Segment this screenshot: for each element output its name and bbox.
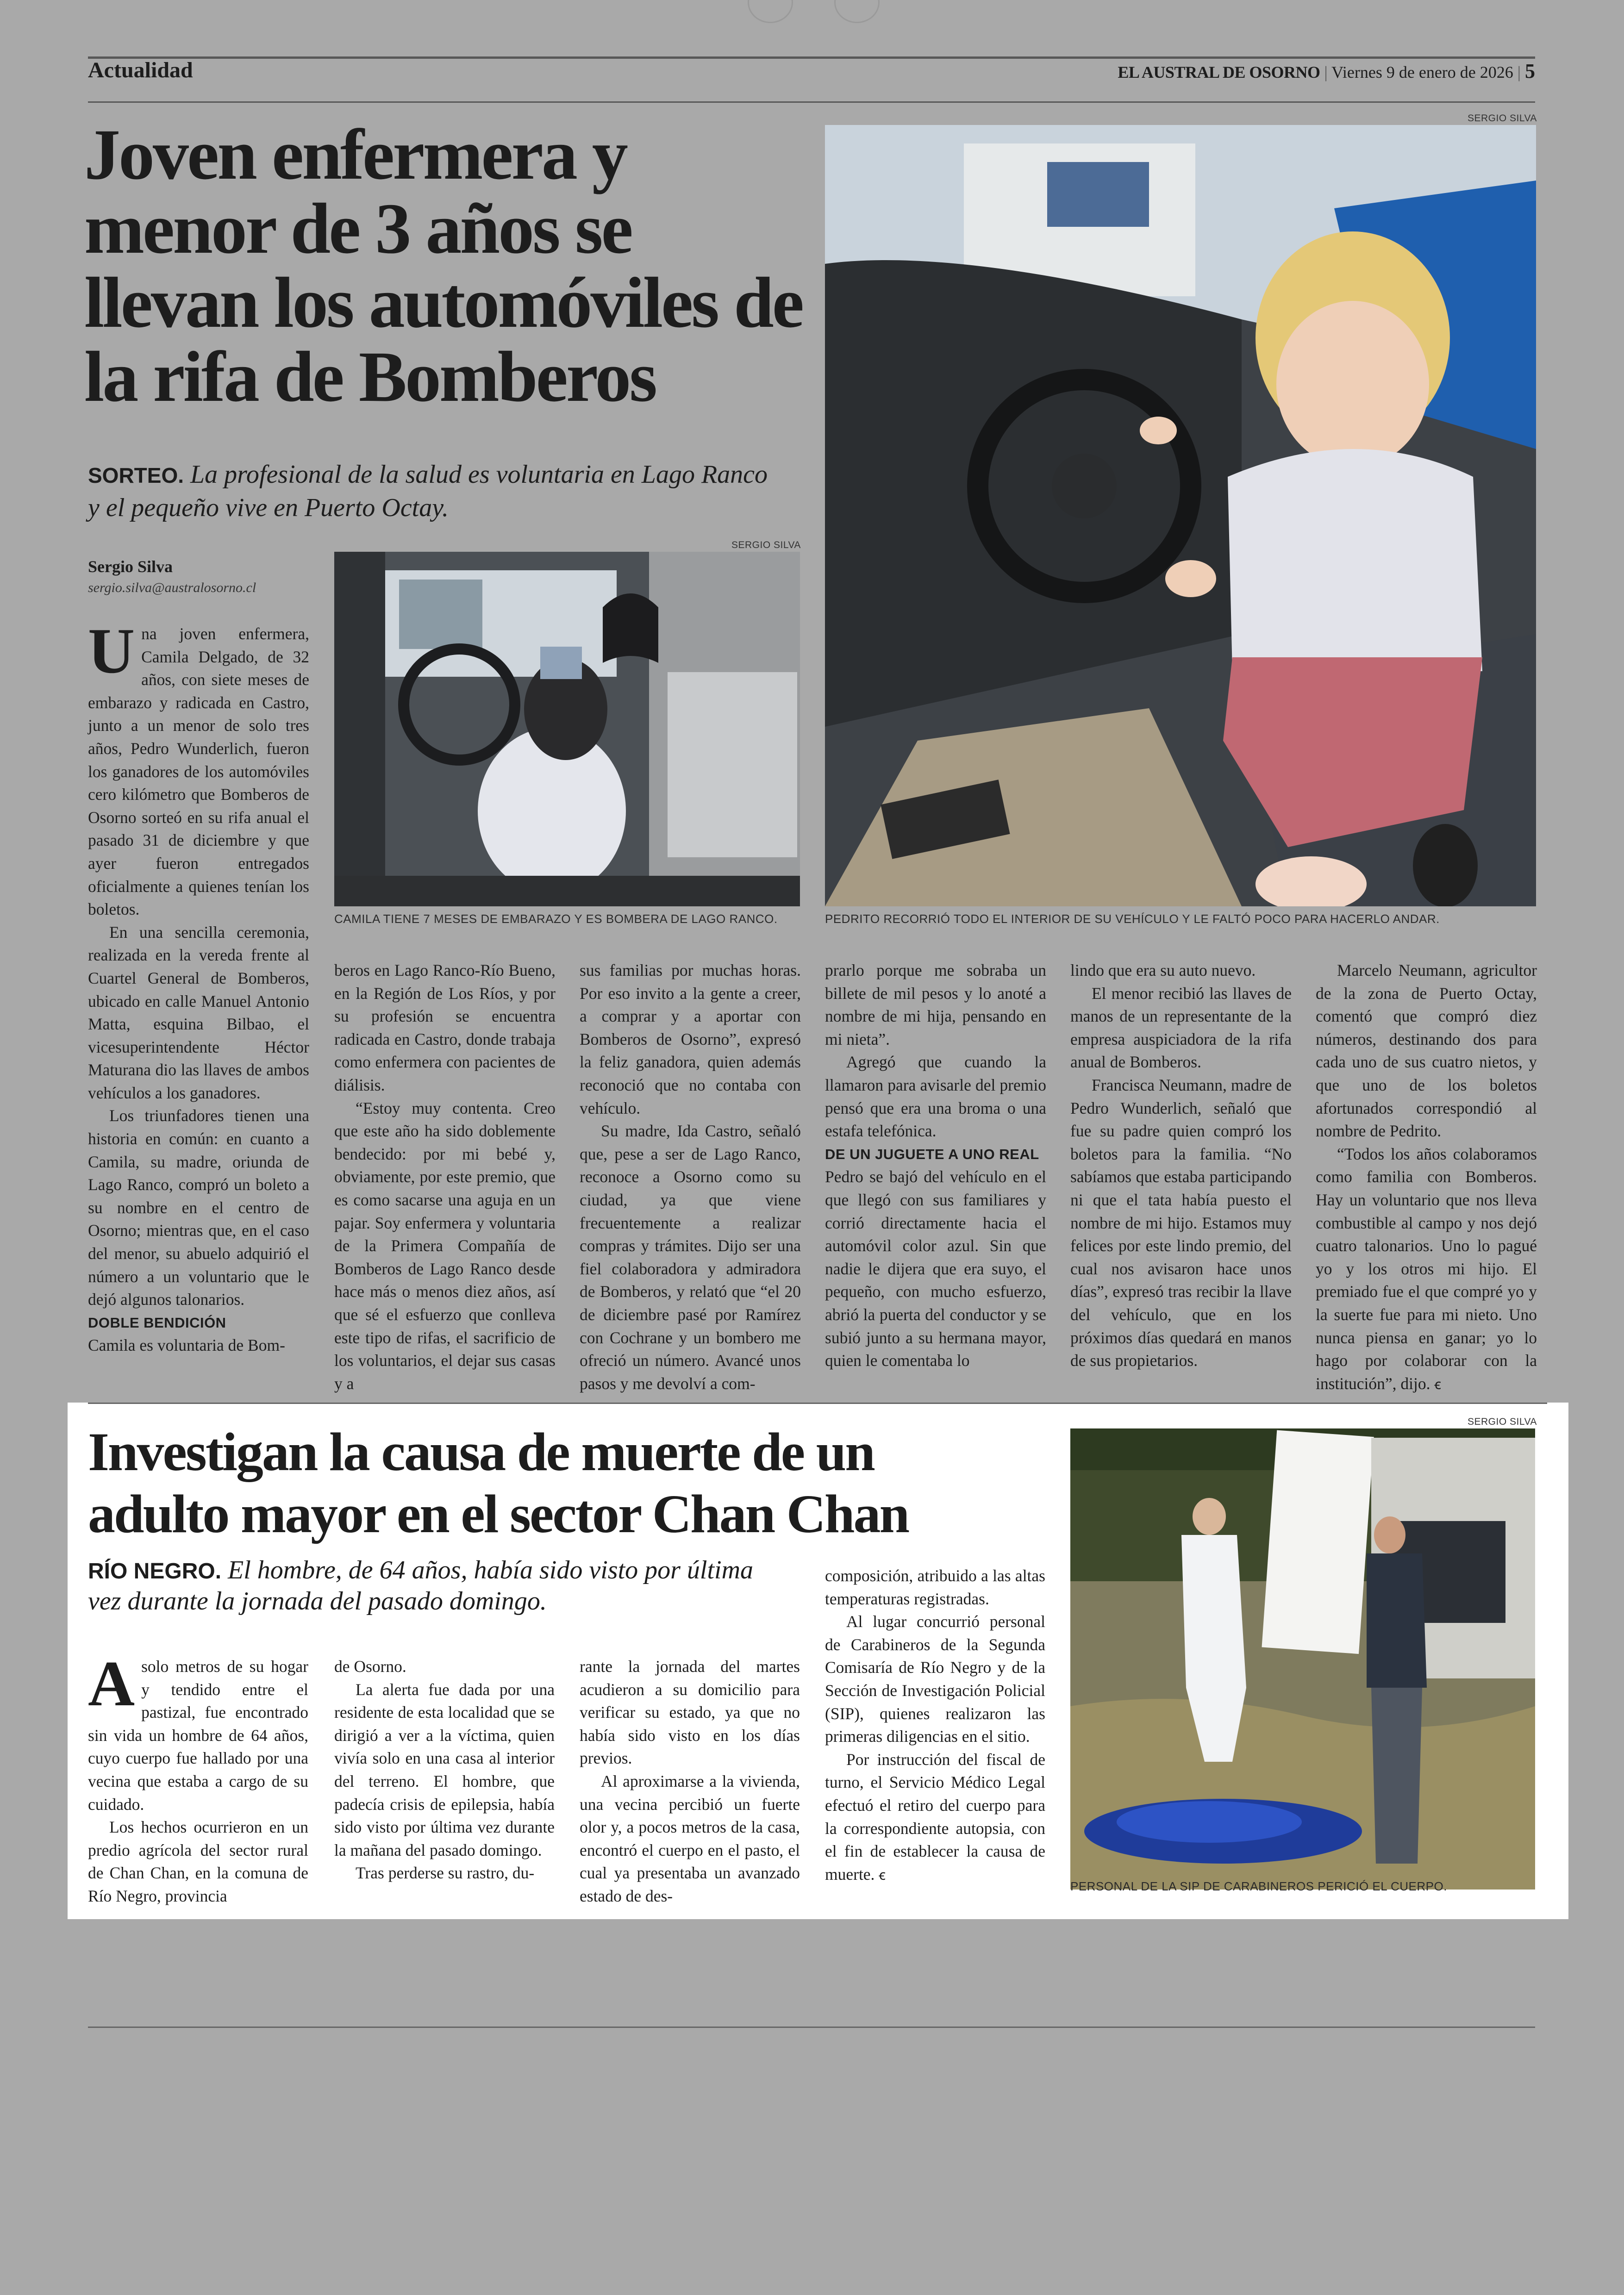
header-top-rule bbox=[88, 56, 1535, 59]
crime-scene-illustration bbox=[1070, 1428, 1535, 1890]
main-col3-p2: Su madre, Ida Castro, señaló que, pese a ser de Lago Ranco, reconoce a Osorno como su ciudad, ya que viene frecuentemente a realizar compras y trámites. Dijo ser una fiel colaboradora y admiradora de Bomberos, y relató que “el 20 de diciembre pasé por Ramírez con Cochrane y un bombero me ofreció un número. Avancé unos pasos y me devolví a com- bbox=[580, 1122, 801, 1393]
second-dropcap: A bbox=[88, 1648, 135, 1720]
header-bottom-rule bbox=[88, 101, 1535, 103]
main-column-4 bbox=[825, 959, 1046, 1372]
caption-crime-scene-photo: PERSONAL DE LA SIP DE CARABINEROS PERICIÓ EL CUERPO. bbox=[1070, 1879, 1447, 1893]
main-col4-p3: Pedro se bajó del vehículo en el que llegó con sus familiares y corrió directamente hacia el automóvil color azul. Sin que nadie le dijera que era suyo, el pequeño, con mucho esfuerzo, abrió la puerta del conductor y se subió junto a su hermana mayor, quien le comentaba lo bbox=[825, 1167, 1046, 1370]
second-col1-p2: Los hechos ocurrieron en un predio agrícola del sector rural de Chan Chan, en la comuna de Río Negro, provincia bbox=[88, 1818, 308, 1905]
second-col2-p3: Tras perderse su rastro, du- bbox=[356, 1864, 535, 1883]
second-kicker: RÍO NEGRO. bbox=[88, 1559, 222, 1584]
caption-nurse-photo: CAMILA TIENE 7 MESES DE EMBARAZO Y ES BOMBERA DE LAGO RANCO. bbox=[334, 912, 778, 926]
main-lead bbox=[88, 458, 773, 524]
main-col4-p1: prarlo porque me sobraba un billete de mil pesos y lo anoté a nombre de mi hija, pensando en mi nieta”. bbox=[825, 961, 1046, 1048]
main-col2-p2: “Estoy muy contenta. Creo que este año ha sido doblemente bendecido: por mi bebé y, obviamente, por este premio, que es como sacarse una aguja en un pajar. Soy enfermera y voluntaria de la Primera Compañía de Bomberos de Lago Ranco desde hace más o menos diez años, así que sé el esfuerzo que conlleva este tipo de rifas, el sacrificio de los voluntarios, el dejar sus casas y a bbox=[334, 1098, 556, 1393]
second-column-1 bbox=[88, 1648, 308, 1908]
main-dropcap: U bbox=[88, 615, 135, 687]
second-article-top-rule bbox=[88, 1403, 1547, 1404]
second-col4-p3: Por instrucción del fiscal de turno, el Servicio Médico Legal efectuó el retiro del cuerpo para la correspondiente autopsia, con el fin de establecer la causa de muerte. ꞓ bbox=[825, 1750, 1045, 1883]
second-col4-p1: composición, atribuido a las altas temperaturas registradas. bbox=[825, 1566, 1045, 1608]
main-col1-p4: Camila es voluntaria de Bom- bbox=[88, 1336, 285, 1355]
second-col1-p1: solo metros de su hogar y tendido entre el pastizal, fue encontrado sin vida un hombre de 64 años, cuyo cuerpo fue hallado por una vecina que estaba a cargo de su cuidado. bbox=[88, 1657, 308, 1814]
main-headline: Joven enfermera y menor de 3 años se llevan los automóviles de la rifa de Bomberos bbox=[84, 114, 803, 417]
main-col5-p1: lindo que era su auto nuevo. bbox=[1070, 961, 1256, 979]
lead-kicker: SORTEO. bbox=[88, 463, 184, 487]
issue-date: Viernes 9 de enero de 2026 bbox=[1331, 63, 1513, 81]
end-of-article-icon: ꞓ bbox=[1434, 1377, 1441, 1392]
main-column-5 bbox=[1070, 959, 1292, 1372]
second-column-4 bbox=[825, 1565, 1045, 1887]
second-col3-p2: Al aproximarse a la vivienda, una vecina percibió un fuerte olor y, a pocos metros de la casa, encontró el cuerpo en el pasto, el cual ya presentaba un avanzado estado de des- bbox=[580, 1771, 800, 1905]
second-article-box[interactable] bbox=[68, 1403, 1568, 1919]
second-lead-text: El hombre, de 64 años, había sido visto por última vez durante la jornada del pasado domingo. bbox=[88, 1556, 754, 1615]
second-col4-p2: Al lugar concurrió personal de Carabineros de la Segunda Comisaría de Río Negro y de la Sección de Investigación Policial (SIP), quienes realizaron las primeras diligencias en el sitio. bbox=[825, 1612, 1045, 1746]
main-col5-p3: Francisca Neumann, madre de Pedro Wunderlich, señaló que fue su padre quien compró los boletos para la familia. “No sabíamos que estaba participando ni que el tata había puesto el nombre de mi hijo. Estamos muy felices por este lindo premio, del cual nos avisaron hace unos días”, expresó tras recibir la llave del vehículo, que en los próximos días quedará en manos de sus propietarios. bbox=[1070, 1075, 1292, 1370]
second-column-3 bbox=[580, 1655, 800, 1908]
page-number: 5 bbox=[1525, 60, 1535, 82]
main-col4-p2: Agregó que cuando la llamaron para avisarle del premio pensó que era una broma o una estafa telefónica. bbox=[825, 1053, 1046, 1141]
second-lead bbox=[88, 1555, 782, 1616]
newspaper-name: EL AUSTRAL DE OSORNO bbox=[1118, 63, 1320, 81]
main-col3-p1: sus familias por muchas horas. Por eso invito a la gente a creer, a comprar y a aportar con Bomberos de Osorno”, expresó la feliz ganadora, quien además reconoció que no contaba con vehículo. bbox=[580, 961, 801, 1117]
main-col1-p3: Los triunfadores tienen una historia en común: en cuanto a Camila, su madre, oriunda de Lago Ranco, compró un boleto a su nombre en el centro de Osorno; mientras que, en el caso del menor, su abuelo adquirió el número a un voluntario que le dejó algunos talonarios. bbox=[88, 1106, 309, 1309]
second-col2-p1: de Osorno. bbox=[334, 1657, 406, 1676]
photo-credit-small: SERGIO SILVA bbox=[731, 540, 801, 550]
main-column-2 bbox=[334, 959, 556, 1395]
second-photo-credit: SERGIO SILVA bbox=[1468, 1416, 1537, 1427]
second-col2-p2: La alerta fue dada por una residente de esta localidad que se dirigió a ver a la víctima, quien vivía solo en una casa al interior del terreno. El hombre, que padecía crisis de epilepsia, había sido visto por última vez durante la mañana del pasado domingo. bbox=[334, 1680, 555, 1859]
photo-nurse-in-car bbox=[334, 552, 800, 906]
main-column-3 bbox=[580, 959, 801, 1395]
main-col2-p1: beros en Lago Ranco-Río Bueno, en la Región de Los Ríos, y por su profesión se encuentra radicada en Castro, donde trabaja como enfermera con pacientes de diálisis. bbox=[334, 961, 556, 1094]
main-column-6 bbox=[1316, 959, 1537, 1396]
photo-credit-large: SERGIO SILVA bbox=[1468, 113, 1537, 124]
main-column-1 bbox=[88, 615, 309, 1357]
byline-email[interactable]: sergio.silva@australosorno.cl bbox=[88, 580, 256, 595]
main-col6-p1: Marcelo Neumann, agricultor de la zona de Puerto Octay, comentó que compró diez números, destinando dos para cada uno de sus cuatro nietos, y que uno de los boletos afortunados correspondió al nombre de Pedrito. bbox=[1316, 961, 1537, 1141]
main-col1-p2: En una sencilla ceremonia, realizada en la vereda frente al Cuartel General de Bomberos, ubicado en calle Manuel Antonio Matta, esquina Bilbao, el vicesuperintendente Héctor Maturana dio las llaves de ambos vehículos a los ganadores. bbox=[88, 923, 309, 1102]
photo-crime-scene bbox=[1070, 1428, 1535, 1890]
second-headline: Investigan la causa de muerte de un adulto mayor en el sector Chan Chan bbox=[88, 1422, 909, 1544]
second-column-2 bbox=[334, 1655, 555, 1885]
lead-text: La profesional de la salud es voluntaria en Lago Ranco y el pequeño vive en Puerto Octay. bbox=[88, 460, 768, 522]
photo-boy-in-car bbox=[825, 125, 1536, 906]
caption-boy-photo: PEDRITO RECORRIÓ TODO EL INTERIOR DE SU VEHÍCULO Y LE FALTÓ POCO PARA HACERLO ANDAR. bbox=[825, 912, 1440, 926]
second-col3-p1: rante la jornada del martes acudieron a su domicilio para verificar su estado, ya que no había sido visto en los días previos. bbox=[580, 1657, 800, 1768]
second-end-of-article-icon: ꞓ bbox=[879, 1867, 886, 1883]
page-folio: EL AUSTRAL DE OSORNO | Viernes 9 de enero de 2026 | 5 bbox=[1118, 60, 1535, 82]
byline-author: Sergio Silva bbox=[88, 557, 173, 576]
main-col5-p2: El menor recibió las llaves de manos de un representante de la empresa auspiciadora de la rifa anual de Bomberos. bbox=[1070, 984, 1292, 1072]
page-bottom-rule bbox=[88, 2027, 1535, 2028]
nurse-photo-illustration bbox=[334, 552, 800, 906]
main-subhead-1: DOBLE BENDICIÓN bbox=[88, 1314, 226, 1331]
section-label: Actualidad bbox=[88, 58, 193, 82]
main-col1-p1: na joven enfermera, Camila Delgado, de 32 años, con siete meses de embarazo y radicada en Castro, junto a un menor de solo tres años, Pedro Wunderlich, fueron los ganadores de los automóviles cero kilómetro que Bomberos de Osorno sorteó en su rifa anual el pasado 31 de diciembre y que ayer fueron entregados oficialmente a quienes tenían los boletos. bbox=[88, 624, 309, 919]
main-col6-p2: “Todos los años colaboramos como familia con Bomberos. Hay un voluntario que nos lleva combustible al campo y nos dejó cuatro talonarios. Uno lo pagué yo y los otros mi hijo. El premiado fue el que compré yo y la suerte fue para mi nieto. Uno nunca piensa en ganar; yo lo hago por colaborar con la institución”, dijo. ꞓ bbox=[1316, 1144, 1537, 1393]
prev-page-button[interactable] bbox=[748, 0, 793, 23]
next-page-button[interactable] bbox=[834, 0, 880, 23]
main-subhead-2: DE UN JUGUETE A UNO REAL bbox=[825, 1146, 1039, 1162]
boy-photo-illustration bbox=[825, 125, 1536, 906]
